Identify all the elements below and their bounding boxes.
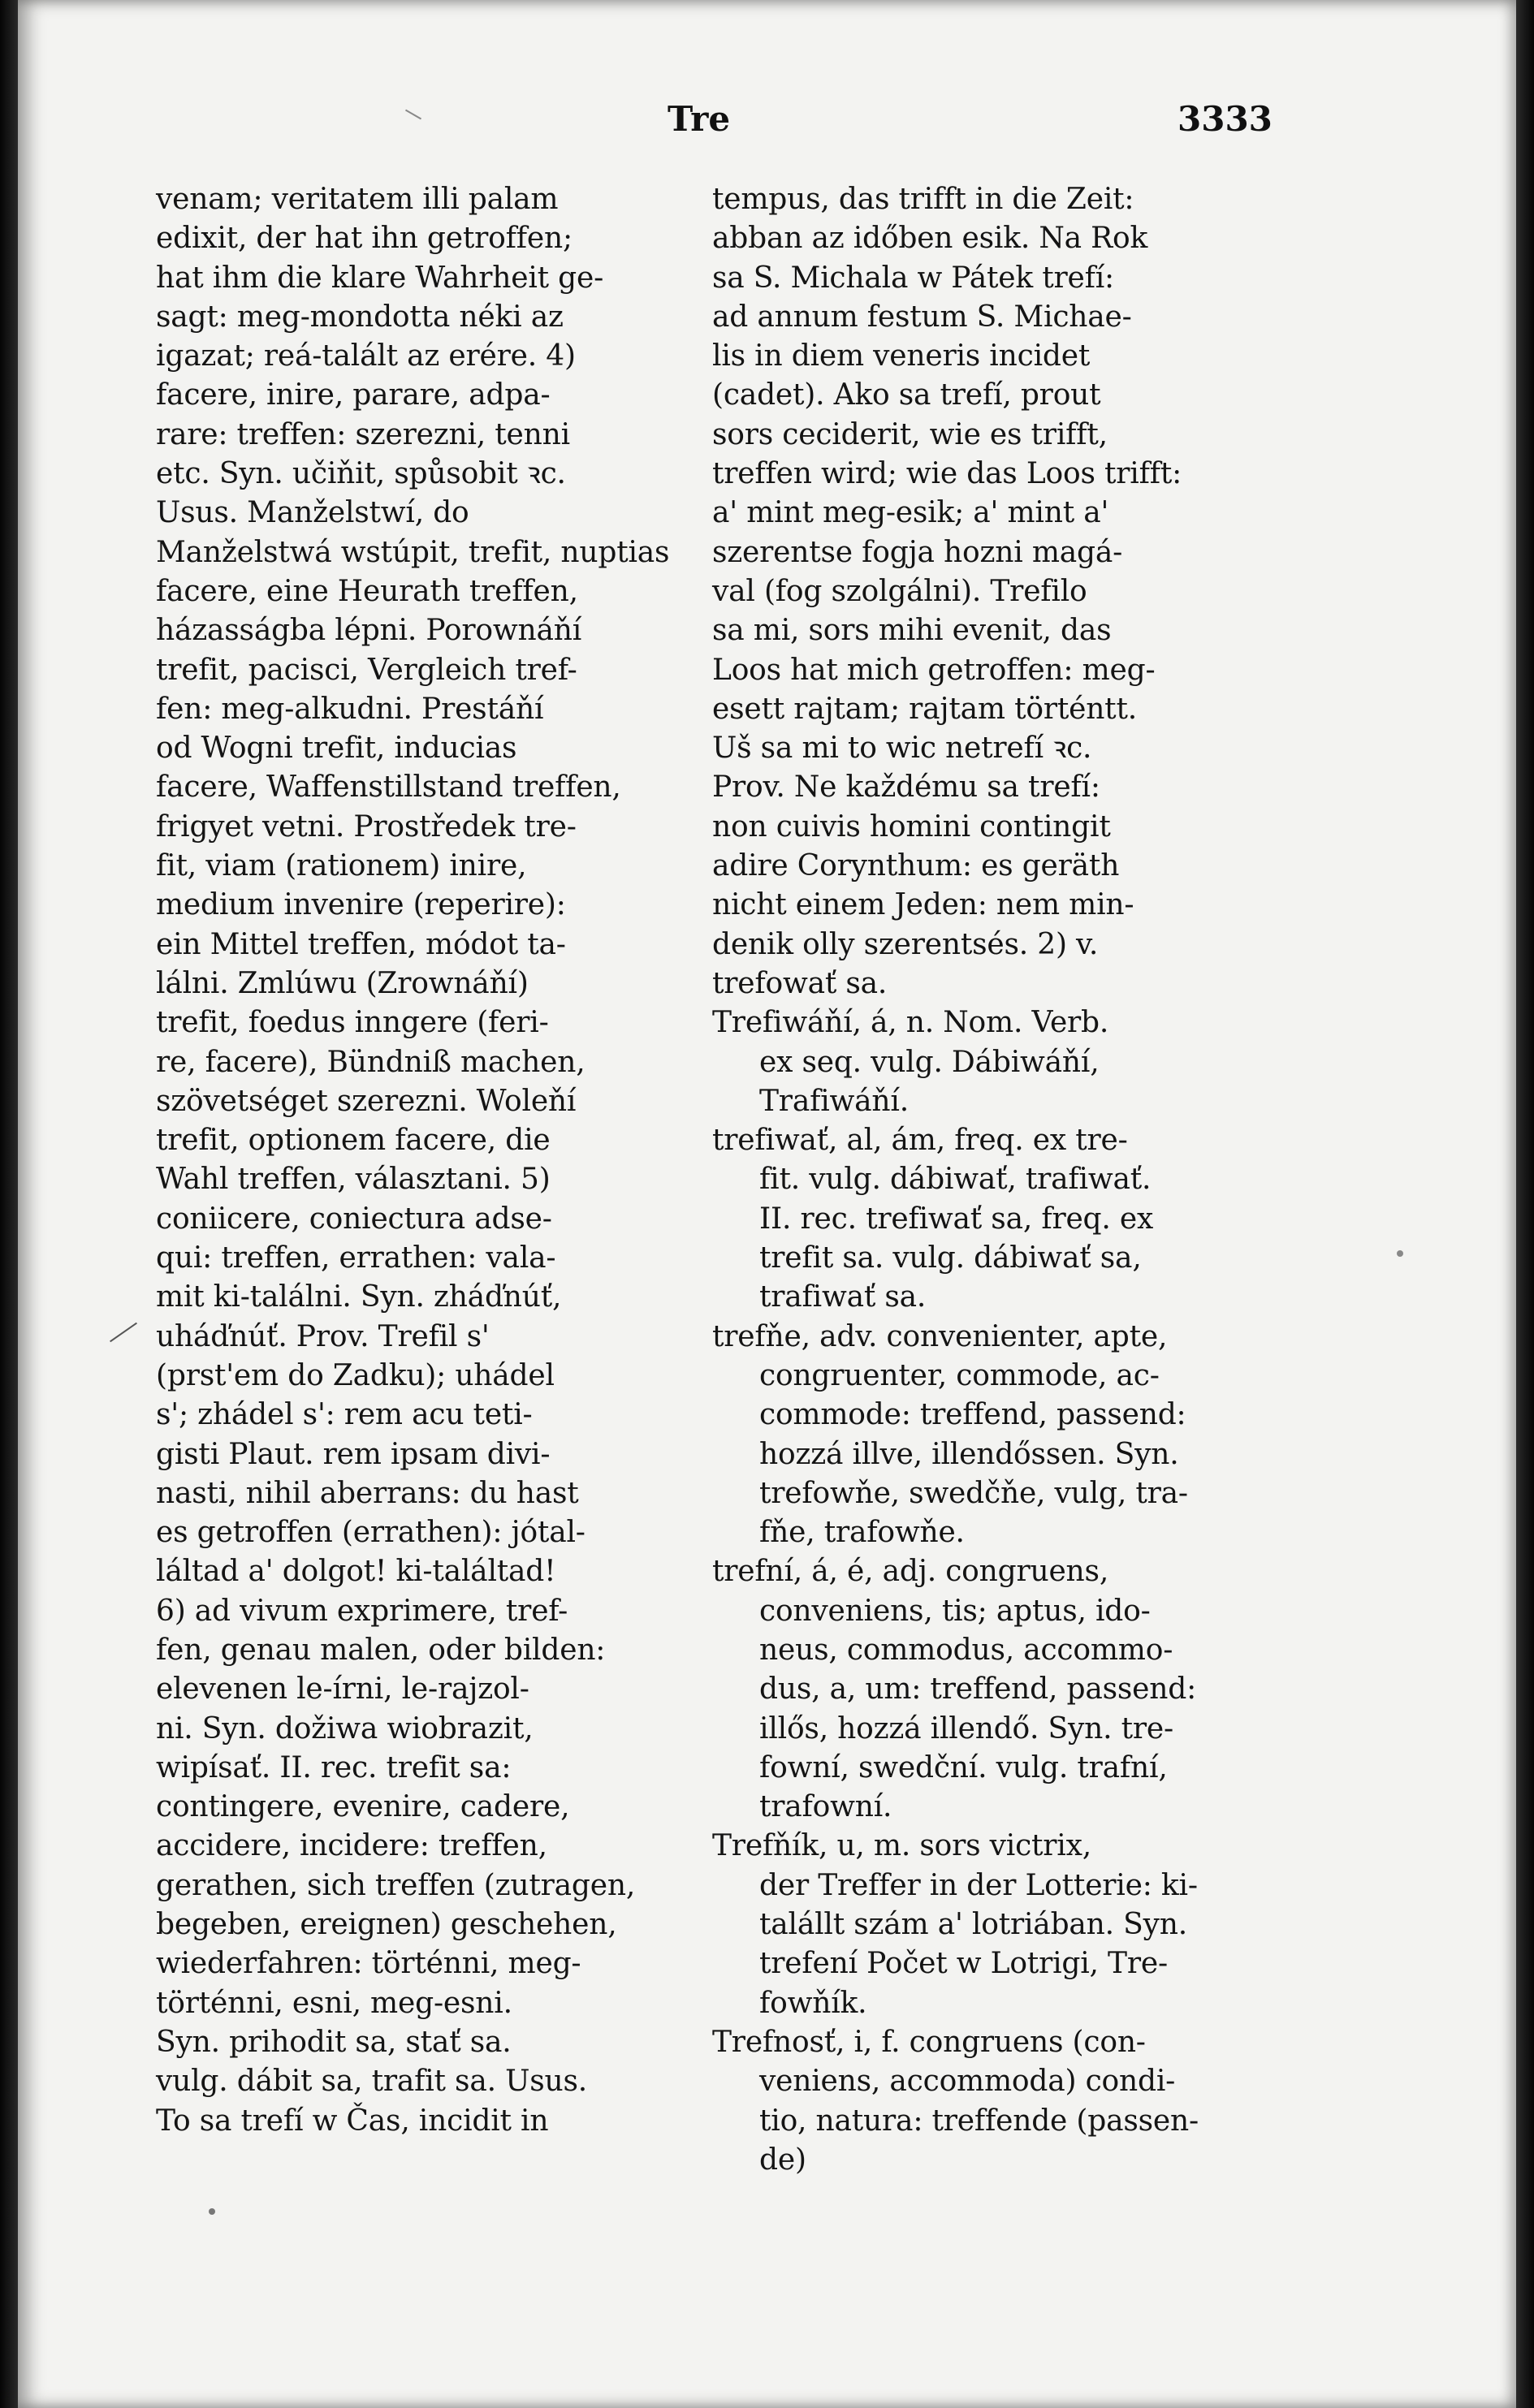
text-line: dus, a, um: treffend, passend: bbox=[759, 1672, 1197, 1707]
text-line: es getroffen (errathen): jótal- bbox=[156, 1516, 586, 1550]
text-line: begeben, ereignen) geschehen, bbox=[156, 1908, 617, 1942]
text-line: de) bbox=[759, 2143, 806, 2177]
pencil-mark bbox=[405, 110, 421, 120]
text-line: fowňík. bbox=[759, 1986, 867, 2020]
text-line: talállt szám a' lotriában. Syn. bbox=[759, 1908, 1187, 1942]
text-line: uháďnúť. Prov. Trefil s' bbox=[156, 1319, 490, 1353]
text-line: trefení Počet w Lotrigi, Tre- bbox=[759, 1947, 1168, 1981]
text-line: trefit, foedus inngere (feri- bbox=[156, 1006, 549, 1040]
ink-spot bbox=[209, 2208, 215, 2215]
text-line: od Wogni trefit, inducias bbox=[156, 731, 517, 766]
text-line: sors ceciderit, wie es trifft, bbox=[712, 417, 1108, 451]
text-line: Wahl treffen, választani. 5) bbox=[156, 1163, 551, 1197]
text-line: tio, natura: treffende (passen- bbox=[759, 2104, 1199, 2138]
text-line: adire Corynthum: es geräth bbox=[712, 849, 1120, 883]
text-line: wiederfahren: történni, meg- bbox=[156, 1947, 581, 1981]
ink-spot bbox=[1397, 1250, 1403, 1257]
text-line: qui: treffen, errathen: vala- bbox=[156, 1241, 556, 1275]
text-line: Trefnosť, i, f. congruens (con- bbox=[712, 2025, 1146, 2059]
text-line: trefiwať, al, ám, freq. ex tre- bbox=[712, 1124, 1128, 1158]
text-line: Trefiwáňí, á, n. Nom. Verb. bbox=[712, 1006, 1109, 1040]
text-line: abban az időben esik. Na Rok bbox=[712, 222, 1148, 256]
text-line: fit, viam (rationem) inire, bbox=[156, 849, 527, 883]
text-line: szerentse fogja hozni magá- bbox=[712, 535, 1123, 569]
text-line: láltad a' dolgot! ki-találtad! bbox=[156, 1555, 556, 1589]
text-line: Usus. Manželstwí, do bbox=[156, 496, 469, 530]
text-line: Trefňík, u, m. sors victrix, bbox=[712, 1829, 1091, 1863]
text-line: trefňe, adv. convenienter, apte, bbox=[712, 1319, 1168, 1353]
text-line: hat ihm die klare Wahrheit ge- bbox=[156, 261, 604, 295]
text-line: Syn. prihodit sa, stať sa. bbox=[156, 2025, 512, 2059]
text-line: re, facere), Bündniß machen, bbox=[156, 1045, 586, 1079]
text-line: trefní, á, é, adj. congruens, bbox=[712, 1555, 1109, 1589]
text-line: Manželstwá wstúpit, trefit, nuptias bbox=[156, 535, 670, 569]
text-line: trafowní. bbox=[759, 1790, 892, 1824]
text-line: (prst'em do Zadku); uhádel bbox=[156, 1358, 555, 1392]
running-head: Tre bbox=[668, 99, 731, 139]
text-line: trefowňe, swedčňe, vulg, tra- bbox=[759, 1476, 1188, 1510]
text-line: Trafiwáňí. bbox=[759, 1084, 909, 1118]
text-line: sa mi, sors mihi evenit, das bbox=[712, 614, 1112, 648]
text-line: fňe, trafowňe. bbox=[759, 1516, 965, 1550]
scan-edge-left bbox=[0, 0, 18, 2408]
text-line: ex seq. vulg. Dábiwáňí, bbox=[759, 1045, 1100, 1079]
text-line: lis in diem veneris incidet bbox=[712, 339, 1091, 373]
text-line: fit. vulg. dábiwať, trafiwať. bbox=[759, 1163, 1152, 1197]
text-line: sa S. Michala w Pátek trefí: bbox=[712, 261, 1114, 295]
text-line: sagt: meg-mondotta néki az bbox=[156, 300, 564, 334]
text-line: rare: treffen: szerezni, tenni bbox=[156, 417, 570, 451]
text-line: veniens, accommoda) condi- bbox=[759, 2065, 1176, 2099]
text-line: contingere, evenire, cadere, bbox=[156, 1790, 570, 1824]
text-line: fen: meg-alkudni. Prestáňí bbox=[156, 692, 544, 726]
text-line: Uš sa mi to wic netrefí ꝛc. bbox=[712, 731, 1092, 766]
text-line: nasti, nihil aberrans: du hast bbox=[156, 1476, 579, 1510]
text-line: szövetséget szerezni. Woleňí bbox=[156, 1084, 577, 1118]
text-line: elevenen le-írni, le-rajzol- bbox=[156, 1672, 529, 1707]
left-column bbox=[156, 180, 676, 2141]
text-line: To sa trefí w Čas, incidit in bbox=[156, 2104, 549, 2138]
text-line: ni. Syn. dožiwa wiobrazit, bbox=[156, 1711, 534, 1746]
text-line: Loos hat mich getroffen: meg- bbox=[712, 653, 1156, 687]
scan-edge-right bbox=[1516, 0, 1534, 2408]
text-line: trefit, optionem facere, die bbox=[156, 1124, 551, 1158]
text-line: treffen wird; wie das Loos trifft: bbox=[712, 457, 1182, 491]
text-line: neus, commodus, accommo- bbox=[759, 1633, 1173, 1667]
text-line: fowní, swedční. vulg. trafní, bbox=[759, 1750, 1168, 1784]
page-number: 3333 bbox=[1178, 99, 1273, 139]
text-line: facere, eine Heurath treffen, bbox=[156, 574, 578, 608]
book-page bbox=[18, 0, 1516, 2408]
text-line: történni, esni, meg-esni. bbox=[156, 1986, 512, 2020]
text-line: (cadet). Ako sa trefí, prout bbox=[712, 378, 1101, 412]
text-line: trefowať sa. bbox=[712, 966, 888, 1000]
text-line: vulg. dábit sa, trafit sa. Usus. bbox=[156, 2065, 587, 2099]
text-line: lálni. Zmlúwu (Zrownáňí) bbox=[156, 966, 529, 1000]
text-line: frigyet vetni. Prostředek tre- bbox=[156, 809, 577, 844]
text-line: esett rajtam; rajtam történtt. bbox=[712, 692, 1137, 726]
text-line: a' mint meg-esik; a' mint a' bbox=[712, 496, 1109, 530]
text-line: trefit, pacisci, Vergleich tref- bbox=[156, 653, 577, 687]
text-line: tempus, das trifft in die Zeit: bbox=[712, 183, 1134, 216]
text-line: mit ki-találni. Syn. zháďnúť, bbox=[156, 1280, 562, 1314]
text-line: gerathen, sich treffen (zutragen, bbox=[156, 1868, 636, 1902]
text-line: házasságba lépni. Porownáňí bbox=[156, 614, 582, 648]
text-line: congruenter, commode, ac- bbox=[759, 1358, 1160, 1392]
pencil-mark bbox=[110, 1323, 137, 1343]
text-line: s'; zhádel s': rem acu teti- bbox=[156, 1398, 533, 1432]
text-line: denik olly szerentsés. 2) v. bbox=[712, 927, 1099, 961]
text-line: facere, Waffenstillstand treffen, bbox=[156, 770, 621, 805]
text-line: der Treffer in der Lotterie: ki- bbox=[759, 1868, 1198, 1902]
right-column bbox=[712, 180, 1281, 2180]
text-line: facere, inire, parare, adpa- bbox=[156, 378, 551, 412]
text-line: wipísať. II. rec. trefit sa: bbox=[156, 1750, 512, 1784]
text-line: edixit, der hat ihn getroffen; bbox=[156, 222, 573, 256]
text-line: 6) ad vivum exprimere, tref- bbox=[156, 1594, 568, 1628]
text-line: ad annum festum S. Michae- bbox=[712, 300, 1132, 334]
text-line: commode: treffend, passend: bbox=[759, 1398, 1186, 1432]
text-line: accidere, incidere: treffen, bbox=[156, 1829, 547, 1863]
text-line: coniicere, coniectura adse- bbox=[156, 1202, 552, 1236]
text-line: ein Mittel treffen, módot ta- bbox=[156, 927, 566, 961]
text-line: nicht einem Jeden: nem min- bbox=[712, 888, 1134, 922]
text-line: Prov. Ne každému sa trefí: bbox=[712, 770, 1100, 805]
text-line: illős, hozzá illendő. Syn. tre- bbox=[759, 1711, 1173, 1746]
text-line: medium invenire (reperire): bbox=[156, 888, 566, 922]
text-line: val (fog szolgálni). Trefilo bbox=[712, 574, 1087, 608]
text-line: trefit sa. vulg. dábiwať sa, bbox=[759, 1241, 1142, 1275]
text-line: igazat; reá-talált az erére. 4) bbox=[156, 339, 576, 373]
text-line: etc. Syn. učiňit, spůsobit ꝛc. bbox=[156, 457, 566, 491]
text-line: venam; veritatem illi palam bbox=[156, 183, 559, 216]
text-line: II. rec. trefiwať sa, freq. ex bbox=[759, 1202, 1154, 1236]
text-line: gisti Plaut. rem ipsam divi- bbox=[156, 1437, 551, 1471]
text-line: trafiwať sa. bbox=[759, 1280, 927, 1314]
text-line: fen, genau malen, oder bilden: bbox=[156, 1633, 606, 1667]
text-line: conveniens, tis; aptus, ido- bbox=[759, 1594, 1151, 1628]
text-line: non cuivis homini contingit bbox=[712, 809, 1111, 844]
text-line: hozzá illve, illendőssen. Syn. bbox=[759, 1437, 1179, 1471]
